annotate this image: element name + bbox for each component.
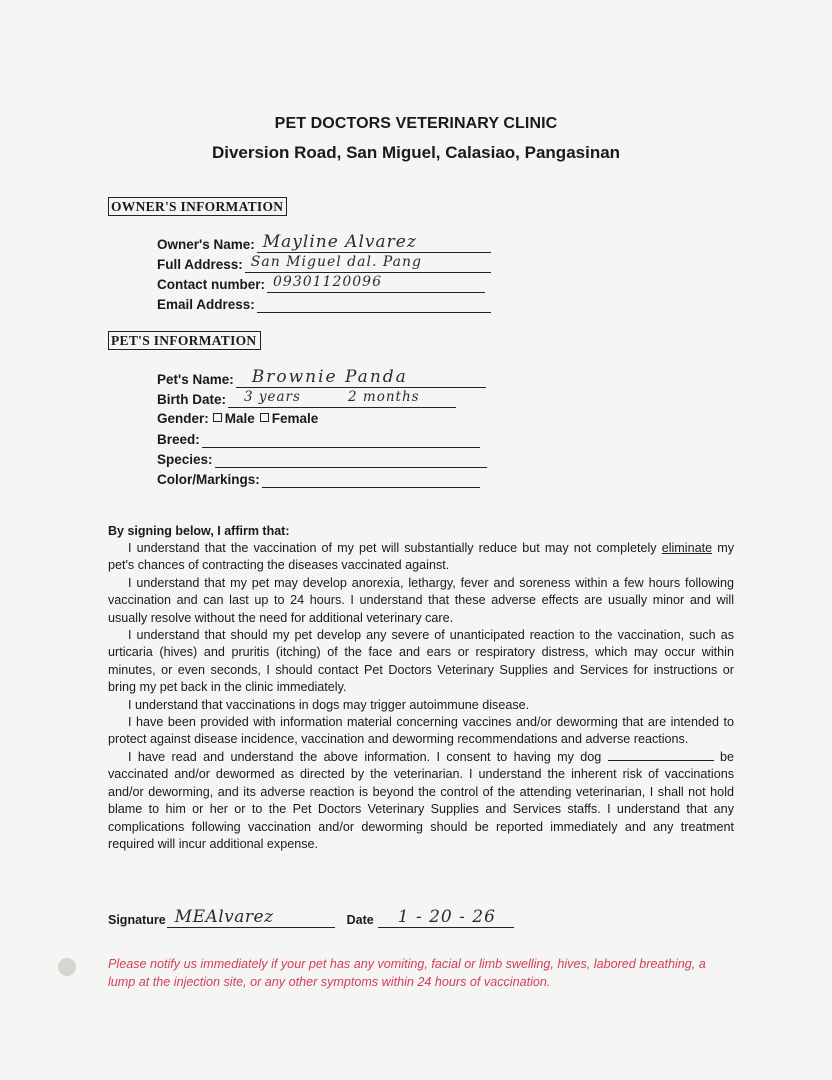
pet-birth-field[interactable] (157, 388, 456, 408)
pet-section-title: PET'S INFORMATION (108, 331, 261, 350)
male-label: Male (224, 411, 255, 426)
consent-heading: By signing below, I affirm that: (108, 524, 290, 538)
clinic-name: PET DOCTORS VETERINARY CLINIC (274, 115, 558, 132)
owner-contact-label: Contact number: (157, 277, 265, 292)
post-vaccination-notice: Please notify us immediately if your pet has any vomiting, facial or limb swelling, hives, labored breathing, a lump at the injection site, or any other symptoms within 24 hours of vaccination. (108, 957, 706, 989)
pet-name-field[interactable] (157, 368, 486, 388)
consent-paragraph-2: I understand that my pet may develop anorexia, lethargy, fever and soreness within a few hours following vaccination and can last up to 24 hours. I understand that these adverse effects are usually minor and will usually resolve without the need for additional veterinary care. (108, 575, 734, 625)
owner-address-label: Full Address: (157, 257, 243, 272)
date-value: 1 - 20 - 26 (397, 907, 496, 927)
owner-contact-line[interactable] (267, 274, 485, 293)
pet-name-value: Brownie Panda (251, 367, 408, 387)
pet-birth-line[interactable] (228, 389, 456, 408)
pet-gender-field (157, 411, 318, 426)
pet-name-label: Pet's Name: (157, 372, 234, 387)
owner-contact-value: 09301120096 (273, 274, 382, 290)
consent-paragraph-5: I have been provided with information material concerning vaccines and/or deworming that are intended to protect against disease incidence, vaccination and deworming recommendations and adverse reactions. (108, 715, 734, 747)
pet-birth-label: Birth Date: (157, 392, 227, 407)
owner-address-value: San Miguel dal. Pang (250, 254, 422, 270)
pet-breed-field[interactable] (157, 428, 480, 448)
owner-email-field[interactable] (157, 293, 491, 313)
consent-paragraph-3: I understand that should my pet develop any severe of unanticipated reaction to the vaccination, such as urticaria (hives) and pruritis (itching) of the face and ears or respiratory distress, which may occur within minutes, or even seconds, I should contact Pet Doctors Veterinary Supplies and Services for instructions or bring my pet back in the clinic immediately. (108, 628, 734, 695)
signature-value: MEAlvarez (174, 907, 274, 927)
signature-label: Signature (108, 913, 166, 927)
pet-color-field[interactable] (157, 468, 480, 488)
consent-p1-text: I understand that the vaccination of my pet will substantially reduce but may not completely (128, 541, 662, 555)
dog-name-blank[interactable] (608, 750, 714, 761)
consent-paragraph-1 (108, 540, 734, 575)
consent-paragraph-4: I understand that vaccinations in dogs may trigger autoimmune disease. (128, 697, 530, 712)
signature-line[interactable] (167, 905, 335, 928)
owner-section-title: OWNER'S INFORMATION (108, 197, 287, 216)
pet-breed-line[interactable] (202, 429, 480, 448)
male-checkbox[interactable] (213, 413, 222, 422)
paper-smudge (58, 958, 76, 976)
clinic-address: Diversion Road, San Miguel, Calasiao, Pangasinan (211, 143, 621, 162)
consent-p6-text-end: be vaccinated and/or dewormed as directed by the veterinarian. I understand the inherent risk of vaccinations and/or deworming, and its adverse reaction is beyond the control of the attending veterinarian, I shall not hold blame to him or her or to the Pet Doctors Veterinary Supplies and Services staffs. I understand that any complications following vaccination and/or deworming should be reported immediately and any treatment required will incur additional expense. (108, 749, 735, 851)
pet-name-line[interactable] (236, 369, 486, 388)
pet-birth-months: 2 months (348, 389, 420, 405)
owner-address-field[interactable] (157, 253, 491, 273)
owner-email-label: Email Address: (157, 297, 255, 312)
pet-species-label: Species: (157, 452, 213, 467)
pet-color-label: Color/Markings: (157, 472, 260, 487)
consent-body (108, 540, 734, 853)
date-line[interactable] (378, 905, 514, 928)
consent-p1-emphasis: eliminate (661, 541, 713, 555)
owner-name-line[interactable] (257, 234, 491, 253)
pet-birth-years: 3 years (244, 389, 301, 405)
date-label: Date (346, 913, 374, 927)
pet-gender-label: Gender: (157, 411, 209, 426)
consent-paragraph-6 (108, 749, 734, 853)
owner-address-line[interactable] (245, 254, 491, 273)
owner-contact-field[interactable] (157, 273, 485, 293)
signature-row (108, 905, 514, 928)
consent-p1-text-end: my pet's chances of contracting the diseases vaccinated against. (108, 541, 734, 573)
pet-species-line[interactable] (215, 449, 487, 468)
female-label: Female (271, 411, 319, 426)
consent-p6-text: I have read and understand the above information. I consent to having my dog (128, 749, 608, 764)
pet-species-field[interactable] (157, 448, 487, 468)
female-checkbox[interactable] (260, 413, 269, 422)
owner-email-line[interactable] (257, 294, 491, 313)
pet-color-line[interactable] (262, 469, 480, 488)
owner-name-label: Owner's Name: (157, 237, 255, 252)
owner-name-field[interactable] (157, 233, 491, 253)
pet-breed-label: Breed: (157, 432, 200, 447)
owner-name-value: Mayline Alvarez (262, 232, 417, 252)
